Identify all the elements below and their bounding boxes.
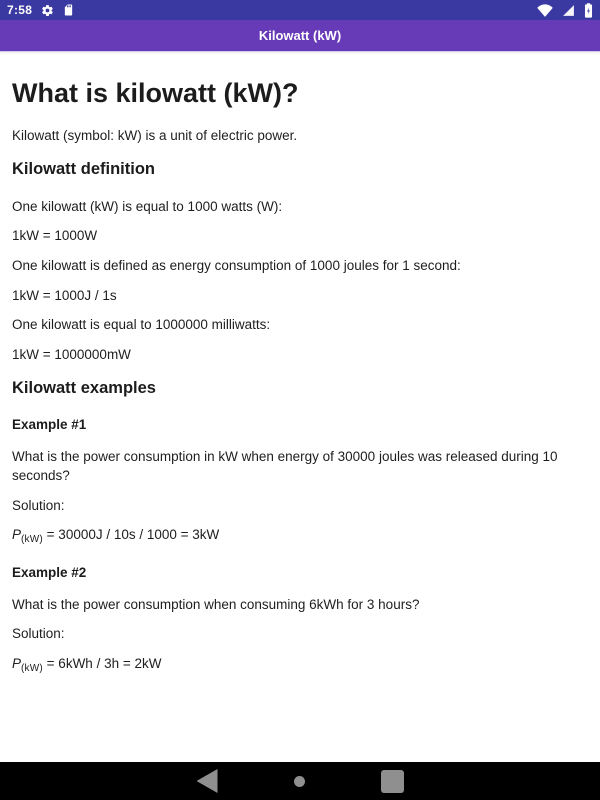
back-icon[interactable] (197, 769, 218, 793)
definition-formula: 1kW = 1000J / 1s (12, 287, 117, 303)
formula-expression: = 6kWh / 3h = 2kW (42, 655, 162, 671)
battery-charging-icon (584, 3, 593, 18)
android-nav-bar (0, 762, 600, 800)
definition-formula: 1kW = 1000W (12, 228, 98, 244)
definition-text: One kilowatt is defined as energy consumption of 1000 joules for 1 second: (12, 257, 461, 273)
article-heading: What is kilowatt (kW)? (12, 78, 299, 108)
formula-variable: P (12, 655, 22, 671)
example2-formula (12, 654, 588, 677)
formula-variable: P (12, 527, 22, 543)
definition-formula: 1kW = 1000000mW (12, 346, 131, 362)
app-bar (0, 20, 600, 51)
example1-heading: Example #1 (12, 416, 87, 432)
formula-subscript: (kW) (21, 662, 43, 674)
sd-card-icon (63, 3, 74, 17)
example1-formula (12, 525, 588, 548)
definition-heading: Kilowatt definition (12, 160, 155, 179)
example2-solution-label: Solution: (12, 626, 65, 642)
example1-solution-label: Solution: (12, 497, 65, 513)
article-content (0, 51, 600, 762)
examples-heading: Kilowatt examples (12, 379, 156, 398)
example2-question: What is the power consumption when consuming 6kWh for 3 hours? (12, 596, 420, 612)
recents-icon[interactable] (381, 770, 404, 793)
status-bar (0, 0, 600, 20)
example2-heading: Example #2 (12, 564, 87, 580)
formula-expression: = 30000J / 10s / 1000 = 3kW (42, 527, 220, 543)
page-title: Kilowatt (kW) (258, 28, 342, 43)
clock: 7:58 (7, 3, 33, 17)
definition-text: One kilowatt is equal to 1000000 milliwatts: (12, 317, 271, 333)
intro-paragraph: Kilowatt (symbol: kW) is a unit of electric power. (12, 127, 298, 143)
gear-icon (41, 4, 54, 17)
cellular-signal-icon (562, 4, 575, 17)
formula-subscript: (kW) (21, 534, 43, 546)
wifi-icon (537, 4, 553, 17)
example1-question: What is the power consumption in kW when energy of 30000 joules was released during 10 seconds? (12, 448, 558, 484)
definition-text: One kilowatt (kW) is equal to 1000 watts (W): (12, 198, 283, 214)
home-icon[interactable] (294, 776, 305, 787)
